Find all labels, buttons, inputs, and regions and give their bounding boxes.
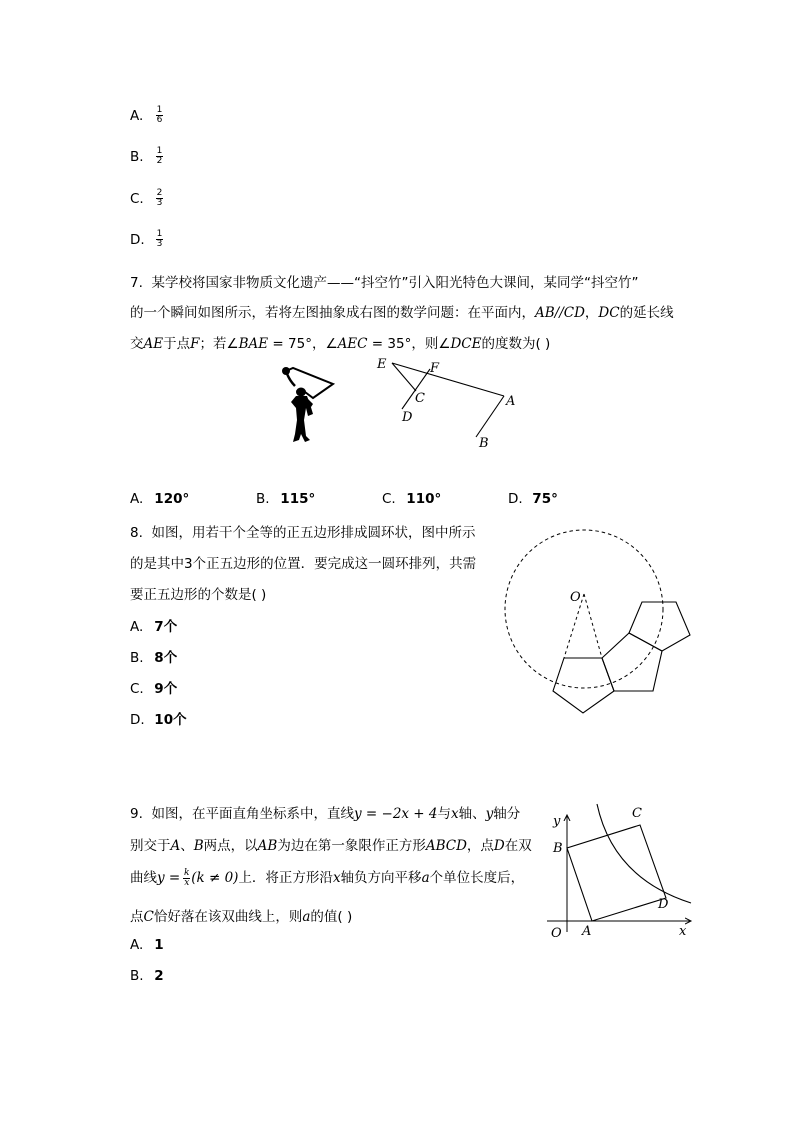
q6-option-b: B. $\frac{1}{2}$ xyxy=(130,146,163,166)
label-c: C xyxy=(415,391,425,406)
q8-stem-line2: 的是其中3个正五边形的位置．要完成这一圆环排列，共需 xyxy=(130,556,477,572)
q7-stem-line2: 的一个瞬间如图所示，若将左图抽象成右图的数学问题：在平面内，AB//CD，DC的延长线 xyxy=(130,305,674,321)
q7-stem-line3: 交AE于点F；若∠BAE = 75°，∠AEC = 35°，则∠DCE的度数为( ) xyxy=(130,336,551,352)
label-c: C xyxy=(632,806,642,821)
label-b: B xyxy=(553,841,563,856)
q7-option-d: D. 75° xyxy=(508,491,558,507)
fraction: $\frac{1}{6}$ xyxy=(156,105,163,125)
q7-option-b: B. 115° xyxy=(256,491,316,507)
label-d: D xyxy=(402,410,413,425)
label-b: B xyxy=(479,436,489,451)
q8-stem-line3: 要正五边形的个数是( ) xyxy=(130,587,267,603)
fraction: $\frac{1}{3}$ xyxy=(156,229,163,249)
q9-coordinate-figure xyxy=(545,800,700,940)
q9-stem-line2: 别交于A、B两点，以AB为边在第一象限作正方形ABCD，点D在双 xyxy=(130,838,532,854)
q7-geometry-figure xyxy=(372,355,522,455)
q6-option-a: A. $\frac{1}{6}$ xyxy=(130,105,163,125)
label-x: x xyxy=(679,924,687,939)
q9-stem-line1: 9. 如图，在平面直角坐标系中，直线y = −2x + 4与x轴、y轴分 xyxy=(130,806,521,822)
fraction: $\frac{1}{2}$ xyxy=(156,146,163,166)
q7-stem-line1: 7. 某学校将国家非物质文化遗产——“抖空竹”引入阳光特色大课间，某同学“抖空竹” xyxy=(130,275,639,291)
q9-option-b: B. 2 xyxy=(130,968,164,984)
q8-option-c: C. 9个 xyxy=(130,681,178,697)
fraction: $\frac{k}{x}$ xyxy=(184,867,190,888)
q8-pentagon-figure xyxy=(500,515,700,720)
label-a: A xyxy=(582,924,592,939)
label-o: O xyxy=(570,590,581,605)
q8-stem-line1: 8. 如图，用若干个全等的正五边形排成圆环状，图中所示 xyxy=(130,525,476,541)
label-f: F xyxy=(430,361,440,376)
q7-option-c: C. 110° xyxy=(382,491,442,507)
label-e: E xyxy=(377,357,387,372)
q8-option-b: B. 8个 xyxy=(130,650,178,666)
q6-option-c: C. $\frac{2}{3}$ xyxy=(130,188,163,208)
q8-option-a: A. 7个 xyxy=(130,619,178,635)
label-y: y xyxy=(553,814,561,829)
label-o: O xyxy=(551,926,562,940)
q9-stem-line3: 曲线y = $\frac{k}{x}$ (k ≠ 0)上．将正方形沿x轴负方向平移a个单位长度后， xyxy=(130,867,525,888)
q7-option-a: A. 120° xyxy=(130,491,190,507)
label-d: D xyxy=(658,897,669,912)
q9-option-a: A. 1 xyxy=(130,937,164,953)
q9-stem-line4: 点C恰好落在该双曲线上，则a的值( ) xyxy=(130,909,353,925)
label-a: A xyxy=(506,394,516,409)
q8-option-d: D. 10个 xyxy=(130,712,187,728)
q6-option-d: D. $\frac{1}{3}$ xyxy=(130,229,163,249)
fraction: $\frac{2}{3}$ xyxy=(156,188,163,208)
diabolo-player-image xyxy=(275,362,345,444)
